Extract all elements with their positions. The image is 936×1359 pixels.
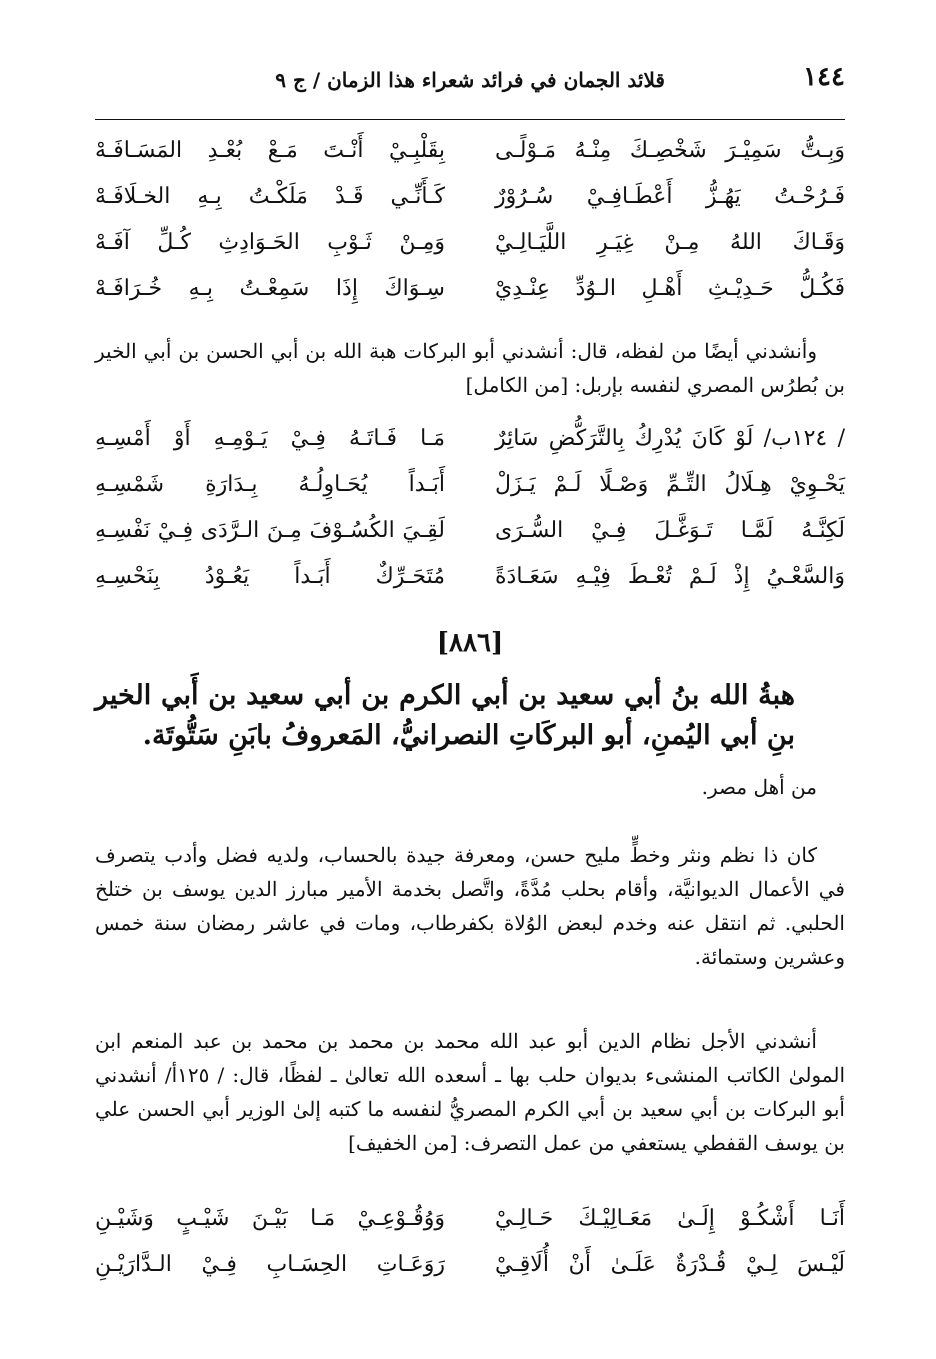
poem-2 (95, 416, 845, 600)
narration-paragraph: وأنشدني أيضًا من لفظه، قال: أنشدني أبو البركات هبة الله بن أبي الحسن بن أبي الخير بن بُطرُس المصري لنفسه بإربل: [من الكامل] (95, 339, 845, 397)
verse-second-hemistich: أَبَـداً يُحَـاوِلُـهُ بِـدَارَةِ شَمْسِـهِ (95, 472, 445, 497)
verse-second-hemistich: رَوَعَـاتِ الحِسَـابِ فِـيْ الـدَّارَيْـنِ (95, 1252, 445, 1277)
verse-first-hemistich: أَنَـا أَشْكُـوْ إِلَـىٰ مَعَـالِيْـكَ حَـالِـيْ (495, 1206, 845, 1231)
verse-second-hemistich: وَمِـنْ ثَـوْبِ الحَـوَادِثِ كُـلِّ آفَـهْ (95, 230, 445, 255)
verse-second-hemistich: مَـا فَـاتَـهُ فِـيْ يَـوْمِـهِ أَوْ أَمْسِـهِ (95, 426, 445, 451)
page-header (95, 62, 845, 102)
poem-1 (95, 128, 845, 312)
verse-first-hemistich: / ١٢٤ب/ لَوْ كَانَ يُدْرِكُ بِالتَّرَكُّضِ سَائِرٌ (495, 426, 845, 451)
verse (95, 220, 845, 266)
verse-first-hemistich: فَكُـلُّ حَـدِيْـثِ أَهْـلِ الـوُدِّ عِنْـدِيْ (495, 276, 845, 301)
verse-second-hemistich: وَوُقُـوْعِـيْ مَـا بَيْـنَ شَيْـبٍ وَشَيْـنِ (95, 1206, 445, 1231)
document-page (95, 0, 845, 1359)
verse-first-hemistich: لَيْـسَ لِـيْ قُـدْرَةٌ عَلَـىٰ أَنْ أُلَاقِـيْ (495, 1252, 845, 1277)
verse-second-hemistich: سِـوَاكَ إِذَا سَمِعْـتُ بِـهِ خُـرَافَـهْ (95, 276, 445, 301)
poem-3 (95, 1196, 845, 1288)
verse-second-hemistich: كَـأَنِّـي قَـدْ مَلَكْـتُ بِـهِ الخـلَافَـهْ (95, 184, 445, 209)
verse-first-hemistich: وَقَـاكَ اللهُ مِـنْ غِيَـرِ اللَّيَـالِـيْ (495, 230, 845, 255)
biography-paragraph: كان ذا نظم ونثر وخطٍّ مليح حسن، ومعرفة جيدة بالحساب، ولديه فضل وأدب يتصرف في الأعمال الديوانيَّة، وأقام بحلب مُدَّةً، واتَّصل بخدمة الأمير مبارز الدين يوسف بن ختلخ الحلبي. ثم انتقل عنه وخدم لبعض الوُلاة بكفرطاب، ومات في عاشر رمضان سنة خمس وعشرين وستمائة. (95, 843, 845, 969)
verse (95, 128, 845, 174)
verse-first-hemistich: وَالسَّعْـيُ إِذْ لَـمْ تُعْـطَ فِيْـهِ سَعَـادَةً (495, 564, 845, 589)
origin-paragraph: من أهل مصر. (701, 775, 817, 799)
verse-first-hemistich: لَكِنَّـهُ لَمَّـا تَـوَغَّـلَ فِـيْ السُّـرَى (495, 518, 845, 543)
verse-second-hemistich: بِقَلْبِـيْ أَنْـتَ مَـعْ بُعْـدِ المَسَـافَـهْ (95, 138, 445, 163)
verse-second-hemistich: مُتَحَـرِّكٌ أَبَـداً يَعُـوْدُ بِنَحْسِـهِ (95, 564, 445, 589)
verse (95, 1242, 845, 1288)
verse (95, 462, 845, 508)
entry-number: [٨٨٦] (436, 628, 504, 658)
entry-heading: هبةُ الله بنُ أبي سعيد بن أبي الكرم بن أبي سعيد بن أَبي الخير بنِ أبي اليُمنِ، أبو البركَاتِ النصرانيُّ، المَعروفُ بابَنِ سَتُّوتَة. (95, 680, 795, 751)
verse (95, 266, 845, 312)
verse (95, 1196, 845, 1242)
verse-second-hemistich: لَقِـيَ الكُسُـوْفَ مِـنَ الـرَّدَى فِـيْ نَفْسِـهِ (95, 518, 445, 543)
verse (95, 174, 845, 220)
narration-paragraph-2: أنشدني الأجل نظام الدين أبو عبد الله محمد بن محمد بن محمد بن عبد المنعم ابن المولىٰ الكاتب المنشىء بديوان حلب بها ـ أسعده الله تعالىٰ ـ لفظًا، قال: / ١٢٥أ/ أنشدني أبو البركات بن أبي سعيد بن أبي الكرم المصريُّ لنفسه ما كتبه إلىٰ الوزير أبي الحسن علي بن يوسف القفطي يستعفي من عمل التصرف: [من الخفيف] (95, 1029, 846, 1155)
verse-first-hemistich: يَحْـوِيْ هِـلَالُ التِّـمِّ وَصْـلًا لَـمْ يَـزَلْ (495, 472, 845, 497)
verse-first-hemistich: فَـرُحْـتُ يَهُـزُّ أَعْطَـافِـيْ سُـرُوْرٌ (495, 184, 845, 209)
page-number: ١٤٤ (803, 62, 845, 92)
verse (95, 554, 845, 600)
verse (95, 508, 845, 554)
verse-first-hemistich: وَبِـتُّ سَمِيْـرَ شَخْصِـكَ مِنْـهُ مَـوْلًـى (495, 138, 845, 163)
running-title: قلائد الجمان في فرائد شعراء هذا الزمان / ج ٩ (275, 68, 665, 92)
verse (95, 416, 845, 462)
header-rule (95, 119, 845, 120)
